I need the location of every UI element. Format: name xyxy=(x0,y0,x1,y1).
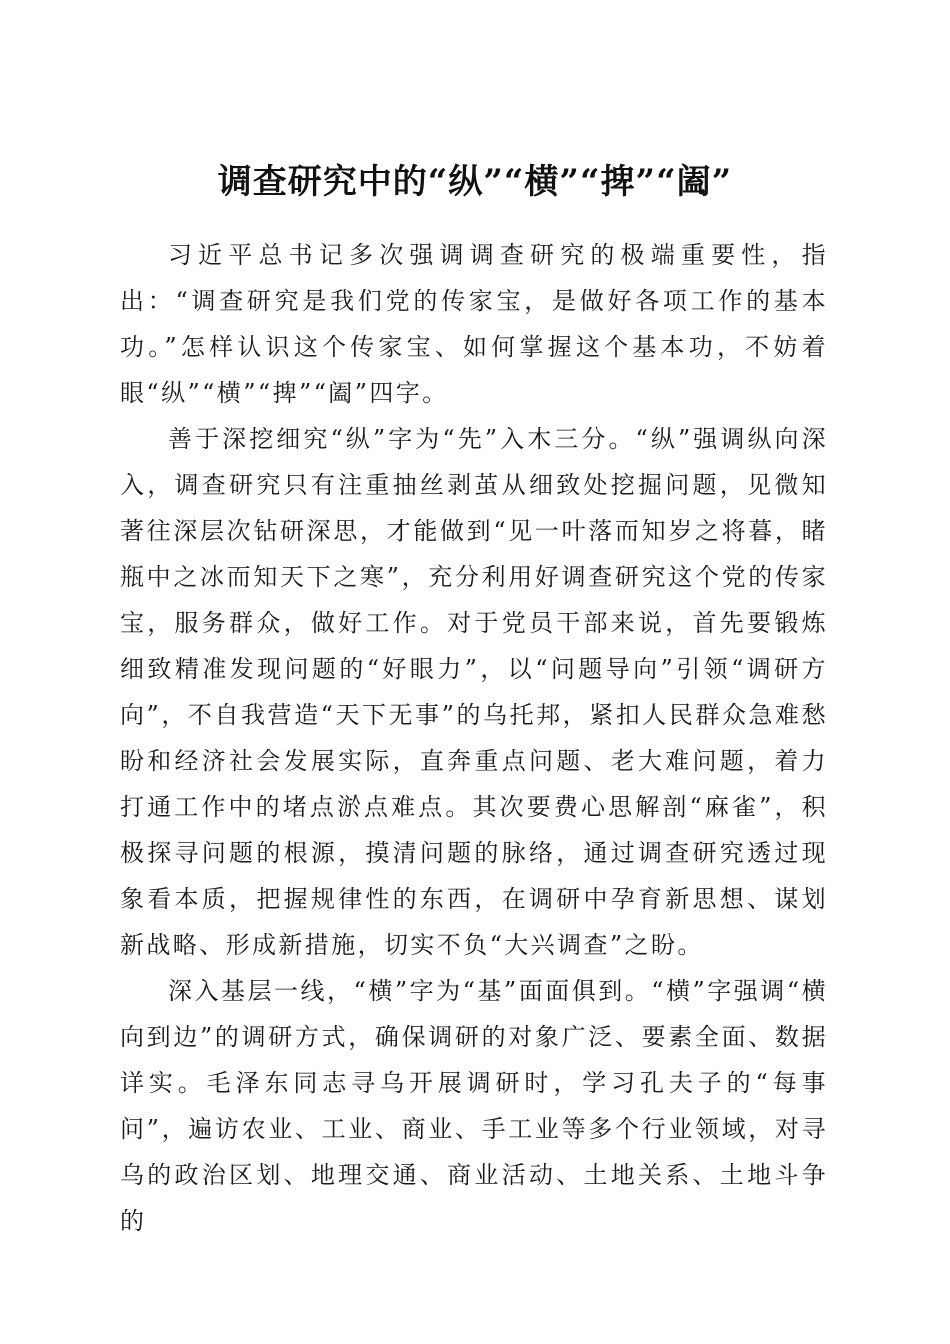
document-body xyxy=(120,232,828,1244)
paragraph: 习近平总书记多次强调调查研究的极端重要性，指出：“调查研究是我们党的传家宝，是做好各项工作的基本功。”怎样认识这个传家宝、如何掌握这个基本功，不妨着眼“纵”“横”“捭”“阖”四字。 xyxy=(120,241,828,407)
paragraph: 深入基层一线，“横”字为“基”面面俱到。“横”字强调“横向到边”的调研方式，确保调研的对象广泛、要素全面、数据详实。毛泽东同志寻乌开展调研时，学习孔夫子的“每事问”，遍访农业、工业、商业、手工业等多个行业领域，对寻乌的政治区划、地理交通、商业活动、土地关系、土地斗争的 xyxy=(120,977,828,1235)
paragraph: 善于深挖细究“纵”字为“先”入木三分。“纵”强调纵向深入，调查研究只有注重抽丝剥茧从细致处挖掘问题，见微知著往深层次钻研深思，才能做到“见一叶落而知岁之将暮，睹瓶中之冰而知天下之寒”，充分利用好调查研究这个党的传家宝，服务群众，做好工作。对于党员干部来说，首先要锻炼细致精准发现问题的“好眼力”，以“问题导向”引领“调研方向”，不自我营造“天下无事”的乌托邦，紧扣人民群众急难愁盼和经济社会发展实际，直奔重点问题、老大难问题，着力打通工作中的堵点淤点难点。其次要费心思解剖“麻雀”，积极探寻问题的根源，摸清问题的脉络，通过调查研究透过现象看本质，把握规律性的东西，在调研中孕育新思想、谋划新战略、形成新措施，切实不负“大兴调查”之盼。 xyxy=(120,425,828,959)
page-title: 调查研究中的“纵”“横”“捭”“阖” xyxy=(217,161,733,202)
